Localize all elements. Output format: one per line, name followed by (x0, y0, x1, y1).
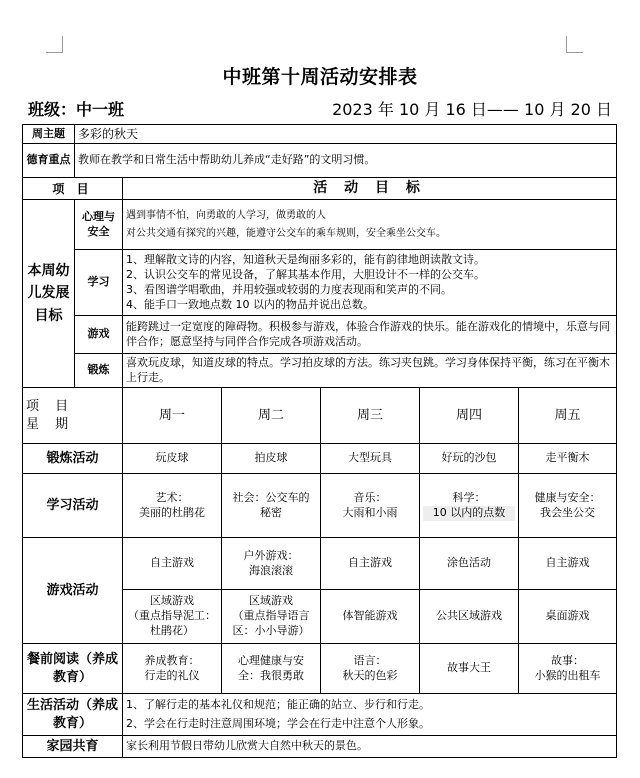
learning-subject: 音乐： (353, 490, 387, 504)
goal-game-label: 游戏 (75, 316, 123, 354)
game-title: 自主游戏 (348, 556, 392, 570)
game-detail: （重点指导泥工：杜鹃花） (128, 609, 216, 638)
reading-detail: 行走的礼仪 (144, 668, 200, 682)
game-cell (420, 538, 519, 590)
day-tuesday: 周二 (222, 388, 321, 444)
theme-label: 周主题 (23, 125, 75, 144)
crop-mark-top-left (46, 36, 63, 53)
life-line: 1、了解行走的基本礼仪和规范；能正确的站立、步行和行走。 (126, 697, 430, 711)
learning-cell (519, 474, 617, 538)
goal-psych-content (123, 200, 617, 250)
learning-subject: 健康与安全： (534, 490, 601, 504)
goal-game-row (23, 316, 617, 354)
goal-study-item: 3、看图谱学唱歌曲，并用较强或较弱的力度表现雨和笑声的不同。 (126, 282, 452, 296)
schedule-table (22, 124, 617, 758)
game-title: 体智能游戏 (342, 609, 398, 623)
game-detail: （重点指导语言区：小小导游） (232, 609, 310, 638)
exercise-label: 锻炼活动 (23, 444, 123, 474)
reading-cell (519, 644, 617, 694)
goal-study-item: 2、认识公交车的常见设备，了解其基本作用，大胆设计不一样的公交车。 (126, 267, 485, 281)
game-title: 户外游戏： (243, 548, 299, 562)
learning-label: 学习活动 (23, 474, 123, 538)
reading-row (23, 644, 617, 694)
moral-value: 教师在教学和日常生活中帮助幼儿养成“走好路”的文明习惯。 (75, 144, 617, 178)
goal-study-label: 学习 (75, 250, 123, 316)
goals-label: 本周幼儿发展目标 (23, 200, 75, 388)
exercise-cell: 拍皮球 (222, 444, 321, 474)
exercise-cell: 玩皮球 (123, 444, 222, 474)
goal-psych-row (23, 200, 617, 250)
reading-cell (123, 644, 222, 694)
goal-exercise-label: 锻炼 (75, 354, 123, 388)
goal-exercise-row (23, 354, 617, 388)
game-detail: 海浪滚滚 (249, 563, 293, 577)
corner-project: 项 目 (26, 399, 75, 415)
exercise-cell: 好玩的沙包 (420, 444, 519, 474)
learning-row (23, 474, 617, 538)
reading-detail: 全：我很勇敢 (238, 668, 304, 682)
family-label: 家园共育 (23, 736, 123, 758)
reading-title: 心理健康与安 (238, 653, 304, 667)
moral-label: 德育重点 (23, 144, 75, 178)
goal-study-content (123, 250, 617, 316)
reading-cell (420, 644, 519, 694)
exercise-cell: 走平衡木 (519, 444, 617, 474)
reading-cell (321, 644, 420, 694)
game-cell (321, 590, 420, 644)
reading-detail: 小猴的出租车 (534, 668, 601, 682)
reading-detail: 秋天的色彩 (342, 668, 398, 682)
game-title: 自主游戏 (545, 556, 590, 570)
life-content (123, 694, 617, 736)
game-cell (519, 590, 617, 644)
class-label: 班级：中一班 (28, 100, 125, 119)
reading-cell (222, 644, 321, 694)
game-title: 区域游戏 (150, 594, 194, 608)
schedule-corner-header (23, 388, 123, 444)
game-title: 公共区域游戏 (436, 609, 502, 623)
reading-label: 餐前阅读（养成教育） (23, 644, 123, 694)
moral-row (23, 144, 617, 178)
life-row (23, 694, 617, 736)
learning-topic: 美丽的杜鹃花 (139, 505, 205, 519)
game-cell (123, 590, 222, 644)
learning-subject: 社会：公交车的 (232, 490, 310, 504)
goals-project-header: 项 目 (23, 178, 123, 200)
game-cell (222, 538, 321, 590)
game-title: 桌面游戏 (545, 609, 590, 623)
exercise-row (23, 444, 617, 474)
crop-mark-top-right (566, 36, 583, 53)
learning-topic: 10 以内的点数 (423, 506, 515, 521)
day-friday: 周五 (519, 388, 617, 444)
theme-value: 多彩的秋天 (75, 125, 617, 144)
goals-title-header: 活 动 目 标 (123, 178, 617, 200)
learning-subject: 科学： (452, 490, 486, 504)
learning-cell (321, 474, 420, 538)
game-cell (420, 590, 519, 644)
learning-topic: 秘密 (260, 505, 282, 519)
goal-study-row (23, 250, 617, 316)
corner-weekday: 星 期 (26, 416, 75, 432)
goal-study-item: 4、能手口一致地点数 10 以内的物品并说出总数。 (126, 297, 374, 311)
reading-title: 语言： (353, 653, 387, 667)
game-cell (123, 538, 222, 590)
goal-exercise-value: 喜欢玩皮球，知道皮球的特点。学习拍皮球的方法。练习夹包跳。学习身体保持平衡，练习在平衡木上行走。 (123, 354, 617, 388)
games-label: 游戏活动 (23, 538, 123, 644)
game-cell (321, 538, 420, 590)
learning-topic: 我会坐公交 (540, 505, 596, 519)
goal-psych-line2: 对公共交通有探究的兴趣，能遵守公交车的乘车规则，安全乘坐公交车。 (126, 228, 446, 240)
day-monday: 周一 (123, 388, 222, 444)
reading-title: 养成教育： (144, 653, 200, 667)
days-header-row (23, 388, 617, 444)
life-label: 生活活动（养成教育） (23, 694, 123, 736)
learning-cell (123, 474, 222, 538)
life-line: 2、学会在行走时注意周围环境；学会在行走中注意个人形象。 (126, 716, 430, 730)
goal-game-value: 能跨跳过一定宽度的障碍物。积极参与游戏，体验合作游戏的快乐。能在游戏化的情境中，乐意与同伴合作；愿意坚持与同伴合作完成各项游戏活动。 (123, 316, 617, 354)
goal-psych-line1: 遇到事情不怕，向勇敢的人学习，做勇敢的人 (126, 209, 326, 221)
family-value: 家长利用节假日带幼儿欣赏大自然中秋天的景色。 (123, 736, 617, 758)
exercise-cell: 大型玩具 (321, 444, 420, 474)
game-title: 自主游戏 (150, 556, 194, 570)
reading-title: 故事： (551, 653, 585, 667)
family-row (23, 736, 617, 758)
learning-topic: 大雨和小雨 (342, 505, 398, 519)
reading-title: 故事大王 (447, 661, 491, 675)
page-title: 中班第十周活动安排表 (222, 66, 418, 88)
game-title: 涂色活动 (447, 556, 491, 570)
game-cell (222, 590, 321, 644)
learning-subject: 艺术： (155, 490, 189, 504)
goal-study-item: 1、理解散文诗的内容，知道秋天是绚丽多彩的，能有韵律地朗读散文诗。 (126, 253, 485, 266)
game-cell (519, 538, 617, 590)
date-range: 2023 年 10 月 16 日—— 10 月 20 日 (332, 100, 612, 119)
theme-row (23, 125, 617, 144)
goals-header-row (23, 178, 617, 200)
game-title: 区域游戏 (249, 594, 293, 608)
learning-cell (222, 474, 321, 538)
learning-cell (420, 474, 519, 538)
day-wednesday: 周三 (321, 388, 420, 444)
day-thursday: 周四 (420, 388, 519, 444)
games-row-1 (23, 538, 617, 590)
goal-psych-label: 心理与安全 (75, 200, 123, 250)
